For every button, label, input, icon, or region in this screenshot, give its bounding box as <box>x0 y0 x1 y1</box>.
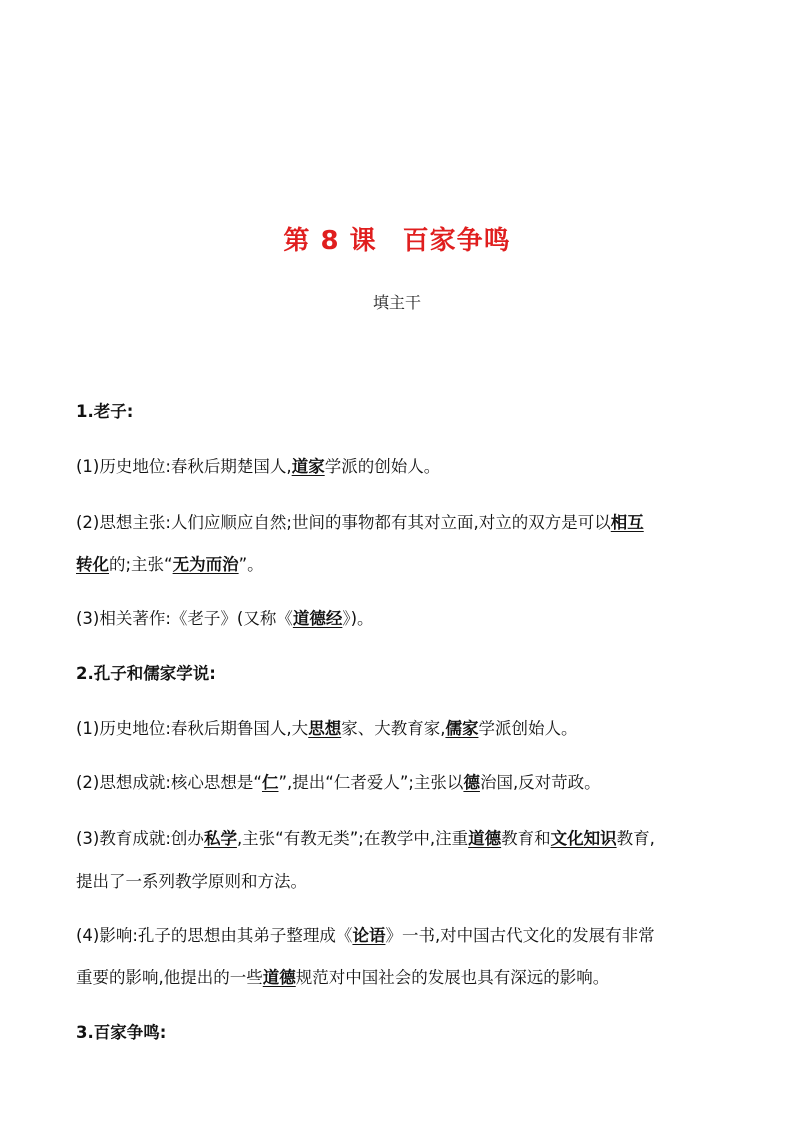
keyword: 私学 <box>203 829 237 848</box>
keyword: 道德经 <box>292 609 343 628</box>
heading-hundred-schools: 3.百家争鸣: <box>76 1023 167 1042</box>
laozi-status: (1)历史地位:春秋后期楚国人,道家学派的创始人。 <box>76 457 441 476</box>
confucius-education-line1: (3)教育成就:创办私学,主张“有教无类”;在教学中,注重道德教育和文化知识教育, <box>76 829 655 848</box>
keyword: 仁 <box>261 773 279 792</box>
confucius-education-line2: 提出了一系列教学原则和方法。 <box>76 872 307 891</box>
confucius-status: (1)历史地位:春秋后期鲁国人,大思想家、大教育家,儒家学派创始人。 <box>76 719 578 738</box>
keyword: 儒家 <box>445 719 479 738</box>
keyword: 转化 <box>76 555 109 574</box>
heading-confucius: 2.孔子和儒家学说: <box>76 664 216 683</box>
section-subtitle: 填主干 <box>372 293 421 312</box>
lesson-title <box>0 220 794 257</box>
keyword: 文化知识 <box>550 829 617 848</box>
keyword: 道家 <box>291 457 325 476</box>
heading-laozi: 1.老子: <box>76 402 134 421</box>
laozi-thought-line2: 转化的;主张“无为而治”。 <box>76 555 264 574</box>
keyword: 道德 <box>262 968 296 987</box>
keyword: 思想 <box>308 719 342 738</box>
laozi-thought-line1: (2)思想主张:人们应顺应自然;世间的事物都有其对立面,对立的双方是可以相互 <box>76 513 644 532</box>
keyword: 论语 <box>352 926 386 945</box>
lesson-name: 百家争鸣 <box>402 226 511 256</box>
keyword: 相互 <box>610 513 644 532</box>
confucius-thought: (2)思想成就:核心思想是“仁”,提出“仁者爱人”;主张以德治国,反对苛政。 <box>76 773 601 792</box>
lesson-number: 第 8 课 <box>283 226 377 256</box>
confucius-influence-line1: (4)影响:孔子的思想由其弟子整理成《论语》一书,对中国古代文化的发展有非常 <box>76 926 655 945</box>
confucius-influence-line2: 重要的影响,他提出的一些道德规范对中国社会的发展也具有深远的影响。 <box>76 968 610 987</box>
keyword: 无为而治 <box>172 555 239 574</box>
keyword: 道德 <box>468 829 502 848</box>
keyword: 德 <box>463 773 480 792</box>
laozi-works: (3)相关著作:《老子》(又称《道德经》)。 <box>76 609 374 628</box>
